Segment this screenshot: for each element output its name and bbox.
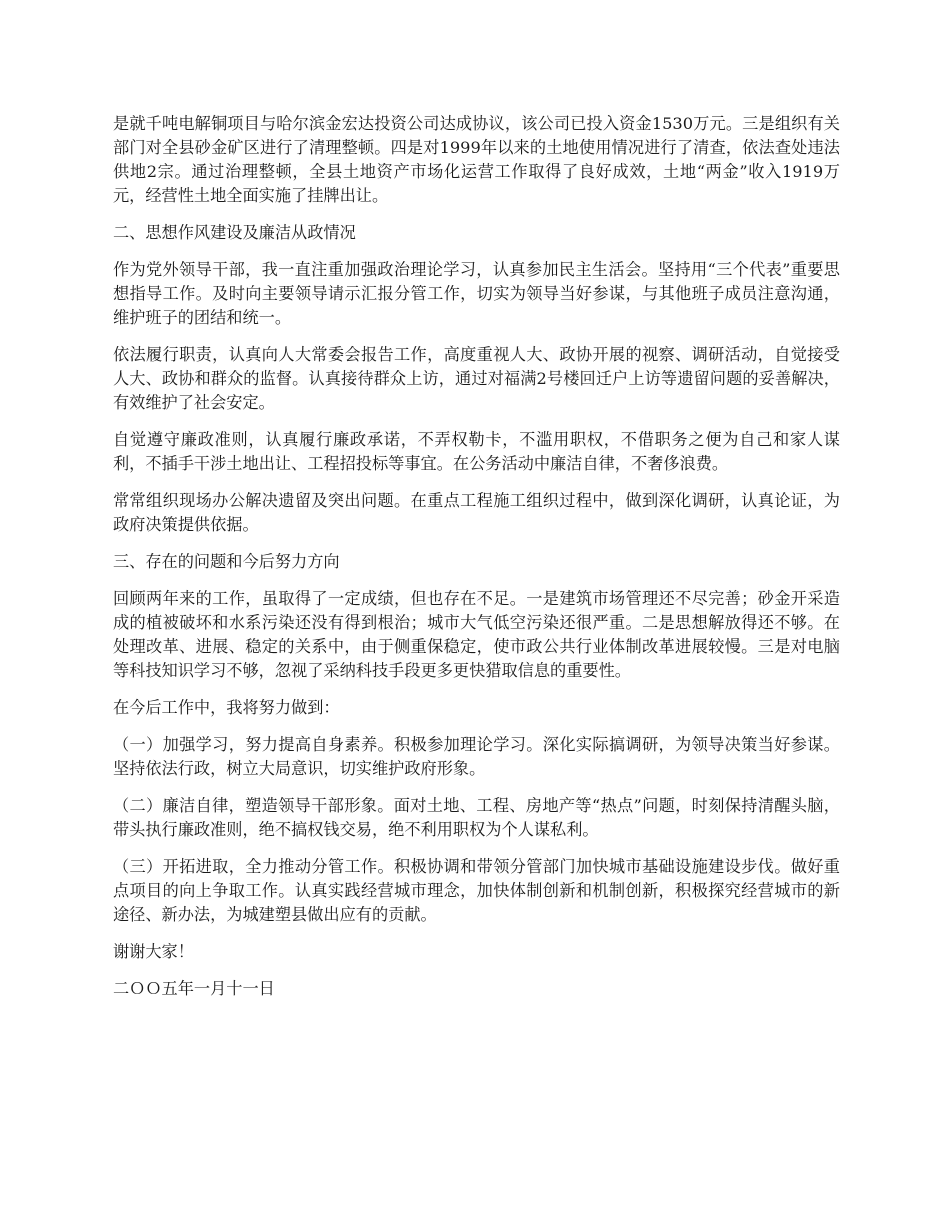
paragraph-onsite-office: 常常组织现场办公解决遗留及突出问题。在重点工程施工组织过程中，做到深化调研，认真论证，为政府决策提供依据。 [113,491,840,534]
paragraph-shortcomings: 回顾两年来的工作，虽取得了一定成绩，但也存在不足。一是建筑市场管理还不尽完善；砂金开采造成的植被破坏和水系污染还没有得到根治；城市大气低空污染还很严重。二是思想解放得还不够。在处理改革、进展、稳定的关系中，由于侧重保稳定，使市政公共行业体制改革进展较慢。三是对电脑等科技知识学习不够，忽视了采纳科技手段更多更快猎取信息的重要性。 [113,589,840,680]
paragraph-goal-1: （一）加强学习，努力提高自身素养。积极参加理论学习。深化实际搞调研，为领导决策当好参谋。坚持依法行政，树立大局意识，切实维护政府形象。 [113,735,840,778]
paragraph-land-rectification: 是就千吨电解铜项目与哈尔滨金宏达投资公司达成协议，该公司已投入资金1530万元。三是组织有关部门对全县砂金矿区进行了清理整顿。四是对1999年以来的土地使用情况进行了清查，依法查处违法供地2宗。通过治理整顿，全县土地资产市场化运营工作取得了良好成效，土地“两金”收入1919万元，经营性土地全面实施了挂牌出让。 [113,114,840,205]
document-date: 二ＯＯ五年一月十一日 [113,979,275,998]
section-heading-work-style: 二、思想作风建设及廉洁从政情况 [113,223,356,242]
paragraph-duties: 依法履行职责，认真向人大常委会报告工作，高度重视人大、政协开展的视察、调研活动，自觉接受人大、政协和群众的监督。认真接待群众上访，通过对福满2号楼回迁户上访等遗留问题的妥善解决，有效维护了社会安定。 [113,345,840,412]
paragraph-future-intro: 在今后工作中，我将努力做到： [113,698,340,717]
closing-thanks: 谢谢大家！ [113,942,194,961]
section-heading-problems: 三、存在的问题和今后努力方向 [113,552,340,571]
document-page [113,112,840,1014]
paragraph-integrity: 自觉遵守廉政准则，认真履行廉政承诺，不弄权勒卡，不滥用职权，不借职务之便为自己和家人谋利，不插手干涉土地出让、工程招投标等事宜。在公务活动中廉洁自律，不奢侈浪费。 [113,430,840,473]
paragraph-political-study: 作为党外领导干部，我一直注重加强政治理论学习，认真参加民主生活会。坚持用“三个代表”重要思想指导工作。及时向主要领导请示汇报分管工作，切实为领导当好参谋，与其他班子成员注意沟通，维护班子的团结和统一。 [113,260,840,327]
paragraph-goal-3: （三）开拓进取，全力推动分管工作。积极协调和带领分管部门加快城市基础设施建设步伐。做好重点项目的向上争取工作。认真实践经营城市理念，加快体制创新和机制创新，积极探究经营城市的新途径、新办法，为城建塑县做出应有的贡献。 [113,857,840,924]
paragraph-goal-2: （二）廉洁自律，塑造领导干部形象。面对土地、工程、房地产等“热点”问题，时刻保持清醒头脑，带头执行廉政准则，绝不搞权钱交易，绝不利用职权为个人谋私利。 [113,796,840,839]
